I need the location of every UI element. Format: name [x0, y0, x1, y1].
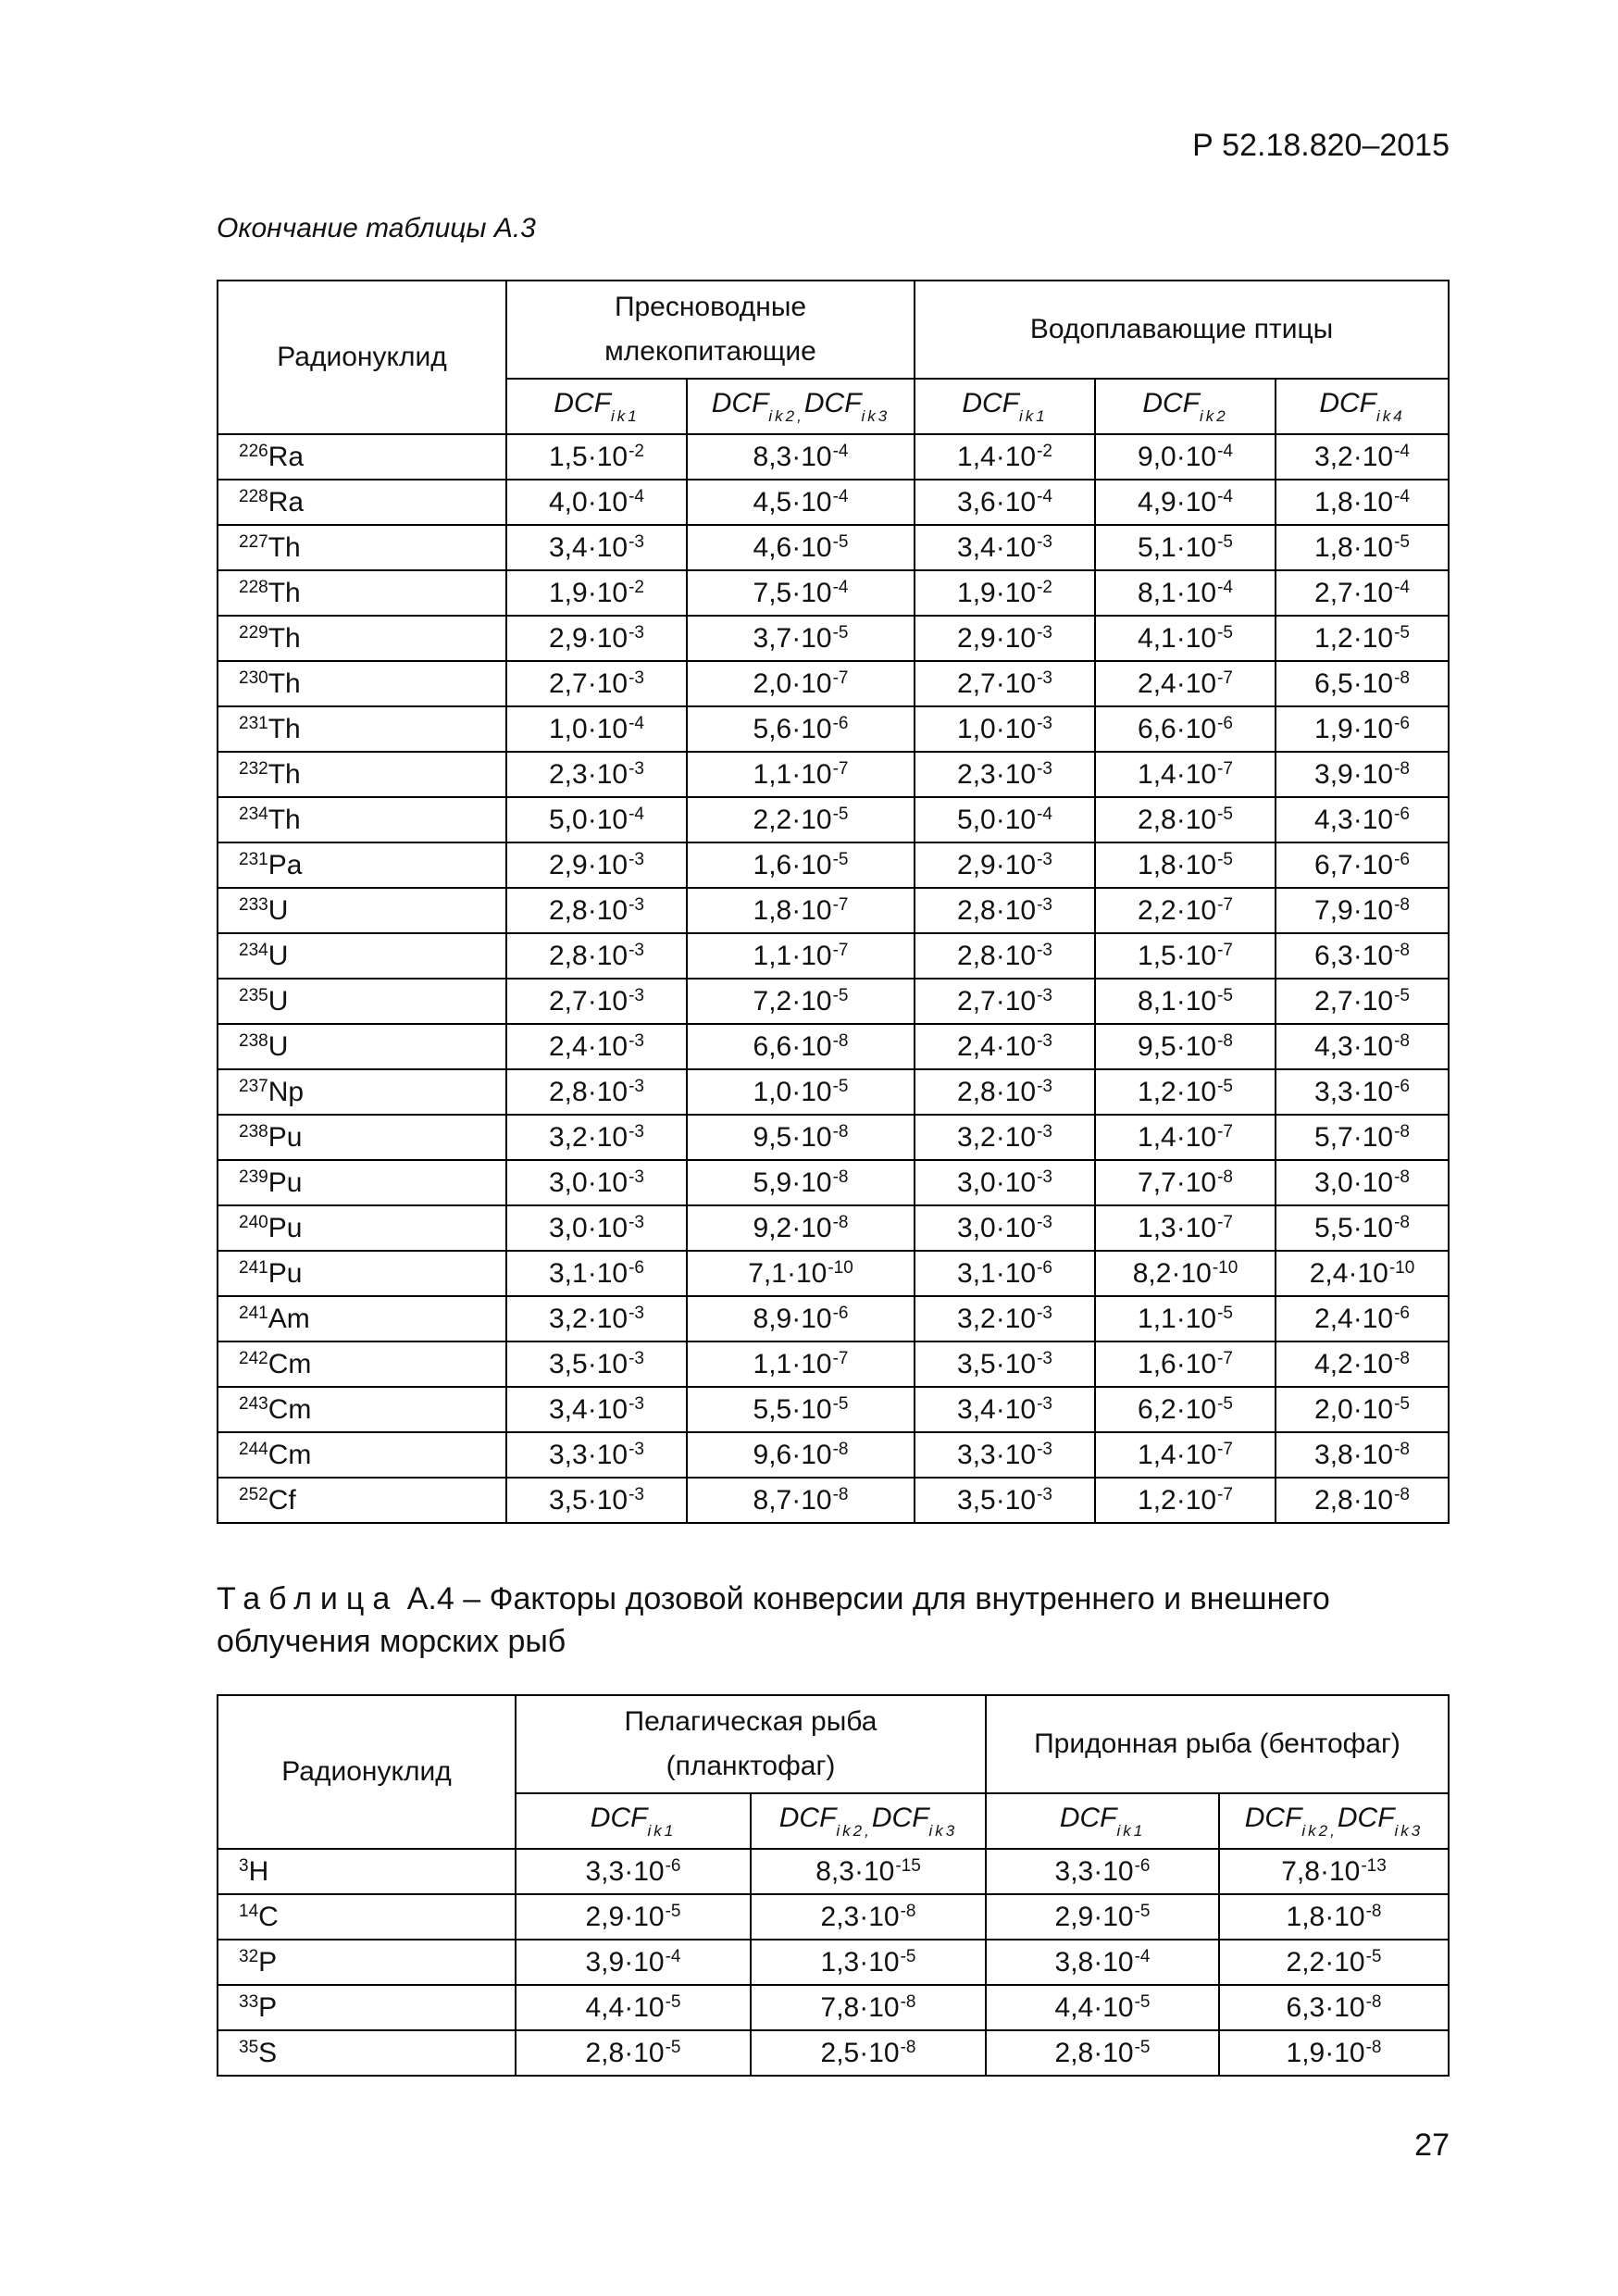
value-cell: $9,6\cdot 10^{-8}$: [687, 1432, 915, 1478]
radionuclide-cell: $^{33}$P: [218, 1985, 516, 2030]
radionuclide-cell: $^{32}$P: [218, 1940, 516, 1985]
table-a4-title: Таблица А.4 – Факторы дозовой конверсии для внутреннего и внешнего облучения морских рыб: [217, 1581, 1330, 1659]
table-row: [218, 888, 1449, 933]
value-cell: $8,3\cdot 10^{-4}$: [687, 434, 915, 480]
value-cell: $3,4\cdot 10^{-3}$: [506, 1387, 687, 1432]
radionuclide-cell: $^{233}$U: [218, 888, 506, 933]
value-cell: $4,3\cdot 10^{-8}$: [1276, 1024, 1449, 1069]
value-cell: $4,9\cdot 10^{-4}$: [1095, 480, 1276, 525]
subheader-dcf-ik2-birds: $DCF_{ik2}$: [1095, 379, 1276, 434]
value-cell: $4,5\cdot 10^{-4}$: [687, 480, 915, 525]
table-row: [218, 434, 1449, 480]
subheader-a4-dcf-ik1: $DCF_{ik1}$: [516, 1793, 751, 1849]
table-row: [218, 1387, 1449, 1432]
value-cell: $3,3\cdot 10^{-6}$: [1276, 1069, 1449, 1115]
value-cell: $3,4\cdot 10^{-3}$: [506, 525, 687, 570]
radionuclide-cell: $^{232}$Th: [218, 752, 506, 797]
value-cell: $5,5\cdot 10^{-8}$: [1276, 1205, 1449, 1251]
radionuclide-cell: $^{234}$Th: [218, 797, 506, 842]
value-cell: $2,4\cdot 10^{-7}$: [1095, 661, 1276, 706]
page-number: 27: [1414, 2128, 1450, 2163]
value-cell: $7,9\cdot 10^{-8}$: [1276, 888, 1449, 933]
table-a3: [217, 280, 1450, 1524]
value-cell: $1,4\cdot 10^{-7}$: [1095, 752, 1276, 797]
table-row: [218, 1478, 1449, 1523]
value-cell: $2,5\cdot 10^{-8}$: [751, 2030, 986, 2076]
radionuclide-cell: $^{228}$Th: [218, 570, 506, 616]
radionuclide-cell: $^{240}$Pu: [218, 1205, 506, 1251]
value-cell: $1,0\cdot 10^{-3}$: [915, 706, 1095, 752]
value-cell: $3,3\cdot 10^{-3}$: [915, 1432, 1095, 1478]
value-cell: $2,8\cdot 10^{-8}$: [1276, 1478, 1449, 1523]
table-row: [218, 2030, 1449, 2076]
header-radionuclide-a4: Радионуклид: [218, 1695, 516, 1849]
value-cell: $3,0\cdot 10^{-3}$: [506, 1160, 687, 1205]
table-row: [218, 1341, 1449, 1387]
value-cell: $6,3\cdot 10^{-8}$: [1276, 933, 1449, 979]
radionuclide-cell: $^{234}$U: [218, 933, 506, 979]
value-cell: $3,7\cdot 10^{-5}$: [687, 616, 915, 661]
value-cell: $2,0\cdot 10^{-7}$: [687, 661, 915, 706]
value-cell: $1,3\cdot 10^{-7}$: [1095, 1205, 1276, 1251]
value-cell: $2,4\cdot 10^{-3}$: [506, 1024, 687, 1069]
value-cell: $1,8\cdot 10^{-5}$: [1276, 525, 1449, 570]
value-cell: $6,6\cdot 10^{-6}$: [1095, 706, 1276, 752]
radionuclide-cell: $^{231}$Th: [218, 706, 506, 752]
value-cell: $2,9\cdot 10^{-5}$: [986, 1894, 1219, 1940]
value-cell: $1,4\cdot 10^{-7}$: [1095, 1115, 1276, 1160]
radionuclide-cell: $^{244}$Cm: [218, 1432, 506, 1478]
radionuclide-cell: $^{228}$Ra: [218, 480, 506, 525]
value-cell: $2,4\cdot 10^{-10}$: [1276, 1251, 1449, 1296]
value-cell: $2,9\cdot 10^{-3}$: [506, 842, 687, 888]
value-cell: $9,2\cdot 10^{-8}$: [687, 1205, 915, 1251]
header-waterfowl: Водоплавающие птицы: [915, 281, 1449, 379]
value-cell: $3,5\cdot 10^{-3}$: [915, 1341, 1095, 1387]
value-cell: $6,5\cdot 10^{-8}$: [1276, 661, 1449, 706]
table-row: [218, 1024, 1449, 1069]
radionuclide-cell: $^{243}$Cm: [218, 1387, 506, 1432]
value-cell: $1,1\cdot 10^{-7}$: [687, 1341, 915, 1387]
value-cell: $2,8\cdot 10^{-3}$: [506, 1069, 687, 1115]
value-cell: $5,0\cdot 10^{-4}$: [915, 797, 1095, 842]
value-cell: $8,2\cdot 10^{-10}$: [1095, 1251, 1276, 1296]
value-cell: $7,8\cdot 10^{-8}$: [751, 1985, 986, 2030]
table-row: [218, 1894, 1449, 1940]
table-row: [218, 616, 1449, 661]
value-cell: $1,0\cdot 10^{-5}$: [687, 1069, 915, 1115]
value-cell: $2,8\cdot 10^{-5}$: [1095, 797, 1276, 842]
radionuclide-cell: $^3$H: [218, 1849, 516, 1894]
value-cell: $2,8\cdot 10^{-3}$: [506, 888, 687, 933]
value-cell: $1,5\cdot 10^{-7}$: [1095, 933, 1276, 979]
value-cell: $9,5\cdot 10^{-8}$: [687, 1115, 915, 1160]
radionuclide-cell: $^{241}$Pu: [218, 1251, 506, 1296]
value-cell: $2,9\cdot 10^{-3}$: [506, 616, 687, 661]
value-cell: $2,7\cdot 10^{-3}$: [506, 979, 687, 1024]
value-cell: $3,6\cdot 10^{-4}$: [915, 480, 1095, 525]
value-cell: $1,0\cdot 10^{-4}$: [506, 706, 687, 752]
table-row: [218, 480, 1449, 525]
table-row: [218, 1296, 1449, 1341]
subheader-a4-dcf-ik2-ik3-benthic: $DCF_{ik2,}DCF_{ik3}$: [1219, 1793, 1449, 1849]
value-cell: $7,5\cdot 10^{-4}$: [687, 570, 915, 616]
value-cell: $4,6\cdot 10^{-5}$: [687, 525, 915, 570]
table-row: [218, 1432, 1449, 1478]
table-row: [218, 706, 1449, 752]
radionuclide-cell: $^{35}$S: [218, 2030, 516, 2076]
table-row: [218, 1985, 1449, 2030]
table-row: [218, 797, 1449, 842]
value-cell: $3,9\cdot 10^{-8}$: [1276, 752, 1449, 797]
value-cell: $2,9\cdot 10^{-3}$: [915, 842, 1095, 888]
value-cell: $6,6\cdot 10^{-8}$: [687, 1024, 915, 1069]
value-cell: $5,0\cdot 10^{-4}$: [506, 797, 687, 842]
value-cell: $1,9\cdot 10^{-2}$: [915, 570, 1095, 616]
value-cell: $2,4\cdot 10^{-6}$: [1276, 1296, 1449, 1341]
table-row: [218, 979, 1449, 1024]
radionuclide-cell: $^{230}$Th: [218, 661, 506, 706]
table-a4: [217, 1694, 1450, 2077]
radionuclide-cell: $^{231}$Pa: [218, 842, 506, 888]
value-cell: $3,0\cdot 10^{-8}$: [1276, 1160, 1449, 1205]
value-cell: $1,2\cdot 10^{-5}$: [1095, 1069, 1276, 1115]
table-row: [218, 1069, 1449, 1115]
value-cell: $3,1\cdot 10^{-6}$: [506, 1251, 687, 1296]
subheader-dcf-ik1: $DCF_{ik1}$: [506, 379, 687, 434]
table-row: [218, 1940, 1449, 1985]
radionuclide-cell: $^{237}$Np: [218, 1069, 506, 1115]
table-row: [218, 1115, 1449, 1160]
table-a3-caption: Окончание таблицы А.3: [217, 213, 536, 243]
value-cell: $3,2\cdot 10^{-4}$: [1276, 434, 1449, 480]
subheader-a4-dcf-ik2-ik3: $DCF_{ik2,}DCF_{ik3}$: [751, 1793, 986, 1849]
subheader-dcf-ik2-ik3: $DCF_{ik2,}DCF_{ik3}$: [687, 379, 915, 434]
value-cell: $4,4\cdot 10^{-5}$: [986, 1985, 1219, 2030]
value-cell: $2,3\cdot 10^{-8}$: [751, 1894, 986, 1940]
value-cell: $2,8\cdot 10^{-5}$: [516, 2030, 751, 2076]
value-cell: $1,8\cdot 10^{-8}$: [1219, 1894, 1449, 1940]
value-cell: $1,6\cdot 10^{-5}$: [687, 842, 915, 888]
table-row: [218, 570, 1449, 616]
radionuclide-cell: $^{242}$Cm: [218, 1341, 506, 1387]
table-row: [218, 1251, 1449, 1296]
value-cell: $8,9\cdot 10^{-6}$: [687, 1296, 915, 1341]
value-cell: $1,1\cdot 10^{-7}$: [687, 933, 915, 979]
value-cell: $8,3\cdot 10^{-15}$: [751, 1849, 986, 1894]
value-cell: $2,9\cdot 10^{-5}$: [516, 1894, 751, 1940]
value-cell: $3,8\cdot 10^{-8}$: [1276, 1432, 1449, 1478]
value-cell: $4,0\cdot 10^{-4}$: [506, 480, 687, 525]
table-row: [218, 1205, 1449, 1251]
subheader-dcf-ik4-birds: $DCF_{ik4}$: [1276, 379, 1449, 434]
value-cell: $7,7\cdot 10^{-8}$: [1095, 1160, 1276, 1205]
header-pelagic-fish: Пелагическая рыба (планктофаг): [516, 1695, 986, 1793]
value-cell: $2,2\cdot 10^{-7}$: [1095, 888, 1276, 933]
value-cell: $3,3\cdot 10^{-6}$: [986, 1849, 1219, 1894]
value-cell: $3,5\cdot 10^{-3}$: [915, 1478, 1095, 1523]
radionuclide-cell: $^{229}$Th: [218, 616, 506, 661]
radionuclide-cell: $^{235}$U: [218, 979, 506, 1024]
table-row: [218, 661, 1449, 706]
radionuclide-cell: $^{14}$C: [218, 1894, 516, 1940]
document-number: Р 52.18.820–2015: [1192, 128, 1450, 163]
radionuclide-cell: $^{239}$Pu: [218, 1160, 506, 1205]
table-row: [218, 1160, 1449, 1205]
value-cell: $1,4\cdot 10^{-2}$: [915, 434, 1095, 480]
value-cell: $9,5\cdot 10^{-8}$: [1095, 1024, 1276, 1069]
value-cell: $9,0\cdot 10^{-4}$: [1095, 434, 1276, 480]
radionuclide-cell: $^{226}$Ra: [218, 434, 506, 480]
value-cell: $3,0\cdot 10^{-3}$: [506, 1205, 687, 1251]
table-row: [218, 525, 1449, 570]
header-radionuclide: Радионуклид: [218, 281, 506, 434]
subheader-dcf-ik1-birds: $DCF_{ik1}$: [915, 379, 1095, 434]
table-row: [218, 933, 1449, 979]
table-a3-body: [218, 434, 1449, 1523]
radionuclide-cell: $^{227}$Th: [218, 525, 506, 570]
value-cell: $7,2\cdot 10^{-5}$: [687, 979, 915, 1024]
radionuclide-cell: $^{252}$Cf: [218, 1478, 506, 1523]
value-cell: $5,7\cdot 10^{-8}$: [1276, 1115, 1449, 1160]
radionuclide-cell: $^{238}$U: [218, 1024, 506, 1069]
table-row: [218, 1849, 1449, 1894]
value-cell: $2,2\cdot 10^{-5}$: [687, 797, 915, 842]
value-cell: $3,2\cdot 10^{-3}$: [915, 1296, 1095, 1341]
value-cell: $1,1\cdot 10^{-7}$: [687, 752, 915, 797]
value-cell: $2,0\cdot 10^{-5}$: [1276, 1387, 1449, 1432]
value-cell: $2,9\cdot 10^{-3}$: [915, 616, 1095, 661]
header-benthic-fish: Придонная рыба (бентофаг): [986, 1695, 1449, 1793]
value-cell: $3,3\cdot 10^{-3}$: [506, 1432, 687, 1478]
value-cell: $3,5\cdot 10^{-3}$: [506, 1478, 687, 1523]
subheader-a4-dcf-ik1-benthic: $DCF_{ik1}$: [986, 1793, 1219, 1849]
value-cell: $2,7\cdot 10^{-5}$: [1276, 979, 1449, 1024]
value-cell: $2,8\cdot 10^{-3}$: [506, 933, 687, 979]
radionuclide-cell: $^{238}$Pu: [218, 1115, 506, 1160]
table-row: [218, 752, 1449, 797]
value-cell: $4,2\cdot 10^{-8}$: [1276, 1341, 1449, 1387]
table-row: [218, 842, 1449, 888]
value-cell: $8,1\cdot 10^{-5}$: [1095, 979, 1276, 1024]
value-cell: $1,8\cdot 10^{-7}$: [687, 888, 915, 933]
value-cell: $2,7\cdot 10^{-3}$: [506, 661, 687, 706]
value-cell: $6,2\cdot 10^{-5}$: [1095, 1387, 1276, 1432]
value-cell: $5,1\cdot 10^{-5}$: [1095, 525, 1276, 570]
value-cell: $3,2\cdot 10^{-3}$: [506, 1115, 687, 1160]
value-cell: $3,4\cdot 10^{-3}$: [915, 525, 1095, 570]
value-cell: $3,9\cdot 10^{-4}$: [516, 1940, 751, 1985]
value-cell: $1,5\cdot 10^{-2}$: [506, 434, 687, 480]
value-cell: $1,2\cdot 10^{-7}$: [1095, 1478, 1276, 1523]
value-cell: $2,3\cdot 10^{-3}$: [915, 752, 1095, 797]
value-cell: $4,3\cdot 10^{-6}$: [1276, 797, 1449, 842]
value-cell: $1,3\cdot 10^{-5}$: [751, 1940, 986, 1985]
value-cell: $2,8\cdot 10^{-3}$: [915, 933, 1095, 979]
value-cell: $1,8\cdot 10^{-4}$: [1276, 480, 1449, 525]
value-cell: $1,1\cdot 10^{-5}$: [1095, 1296, 1276, 1341]
value-cell: $3,0\cdot 10^{-3}$: [915, 1205, 1095, 1251]
value-cell: $3,2\cdot 10^{-3}$: [506, 1296, 687, 1341]
value-cell: $8,1\cdot 10^{-4}$: [1095, 570, 1276, 616]
value-cell: $1,9\cdot 10^{-6}$: [1276, 706, 1449, 752]
value-cell: $1,8\cdot 10^{-5}$: [1095, 842, 1276, 888]
value-cell: $3,2\cdot 10^{-3}$: [915, 1115, 1095, 1160]
value-cell: $2,7\cdot 10^{-4}$: [1276, 570, 1449, 616]
value-cell: $6,7\cdot 10^{-6}$: [1276, 842, 1449, 888]
value-cell: $2,7\cdot 10^{-3}$: [915, 661, 1095, 706]
value-cell: $3,5\cdot 10^{-3}$: [506, 1341, 687, 1387]
value-cell: $5,9\cdot 10^{-8}$: [687, 1160, 915, 1205]
radionuclide-cell: $^{241}$Am: [218, 1296, 506, 1341]
header-freshwater-mammals: Пресноводные млекопитающие: [506, 281, 915, 379]
value-cell: $2,8\cdot 10^{-3}$: [915, 888, 1095, 933]
value-cell: $2,8\cdot 10^{-3}$: [915, 1069, 1095, 1115]
value-cell: $1,6\cdot 10^{-7}$: [1095, 1341, 1276, 1387]
value-cell: $3,1\cdot 10^{-6}$: [915, 1251, 1095, 1296]
value-cell: $1,9\cdot 10^{-8}$: [1219, 2030, 1449, 2076]
value-cell: $8,7\cdot 10^{-8}$: [687, 1478, 915, 1523]
value-cell: $5,5\cdot 10^{-5}$: [687, 1387, 915, 1432]
value-cell: $1,2\cdot 10^{-5}$: [1276, 616, 1449, 661]
value-cell: $1,9\cdot 10^{-2}$: [506, 570, 687, 616]
value-cell: $2,2\cdot 10^{-5}$: [1219, 1940, 1449, 1985]
value-cell: $3,8\cdot 10^{-4}$: [986, 1940, 1219, 1985]
value-cell: $7,8\cdot 10^{-13}$: [1219, 1849, 1449, 1894]
value-cell: $2,3\cdot 10^{-3}$: [506, 752, 687, 797]
value-cell: $4,1\cdot 10^{-5}$: [1095, 616, 1276, 661]
value-cell: $3,3\cdot 10^{-6}$: [516, 1849, 751, 1894]
value-cell: $2,7\cdot 10^{-3}$: [915, 979, 1095, 1024]
table-a4-body: [218, 1849, 1449, 2076]
value-cell: $6,3\cdot 10^{-8}$: [1219, 1985, 1449, 2030]
value-cell: $3,4\cdot 10^{-3}$: [915, 1387, 1095, 1432]
value-cell: $4,4\cdot 10^{-5}$: [516, 1985, 751, 2030]
value-cell: $5,6\cdot 10^{-6}$: [687, 706, 915, 752]
value-cell: $7,1\cdot 10^{-10}$: [687, 1251, 915, 1296]
value-cell: $1,4\cdot 10^{-7}$: [1095, 1432, 1276, 1478]
value-cell: $2,4\cdot 10^{-3}$: [915, 1024, 1095, 1069]
value-cell: $2,8\cdot 10^{-5}$: [986, 2030, 1219, 2076]
value-cell: $3,0\cdot 10^{-3}$: [915, 1160, 1095, 1205]
